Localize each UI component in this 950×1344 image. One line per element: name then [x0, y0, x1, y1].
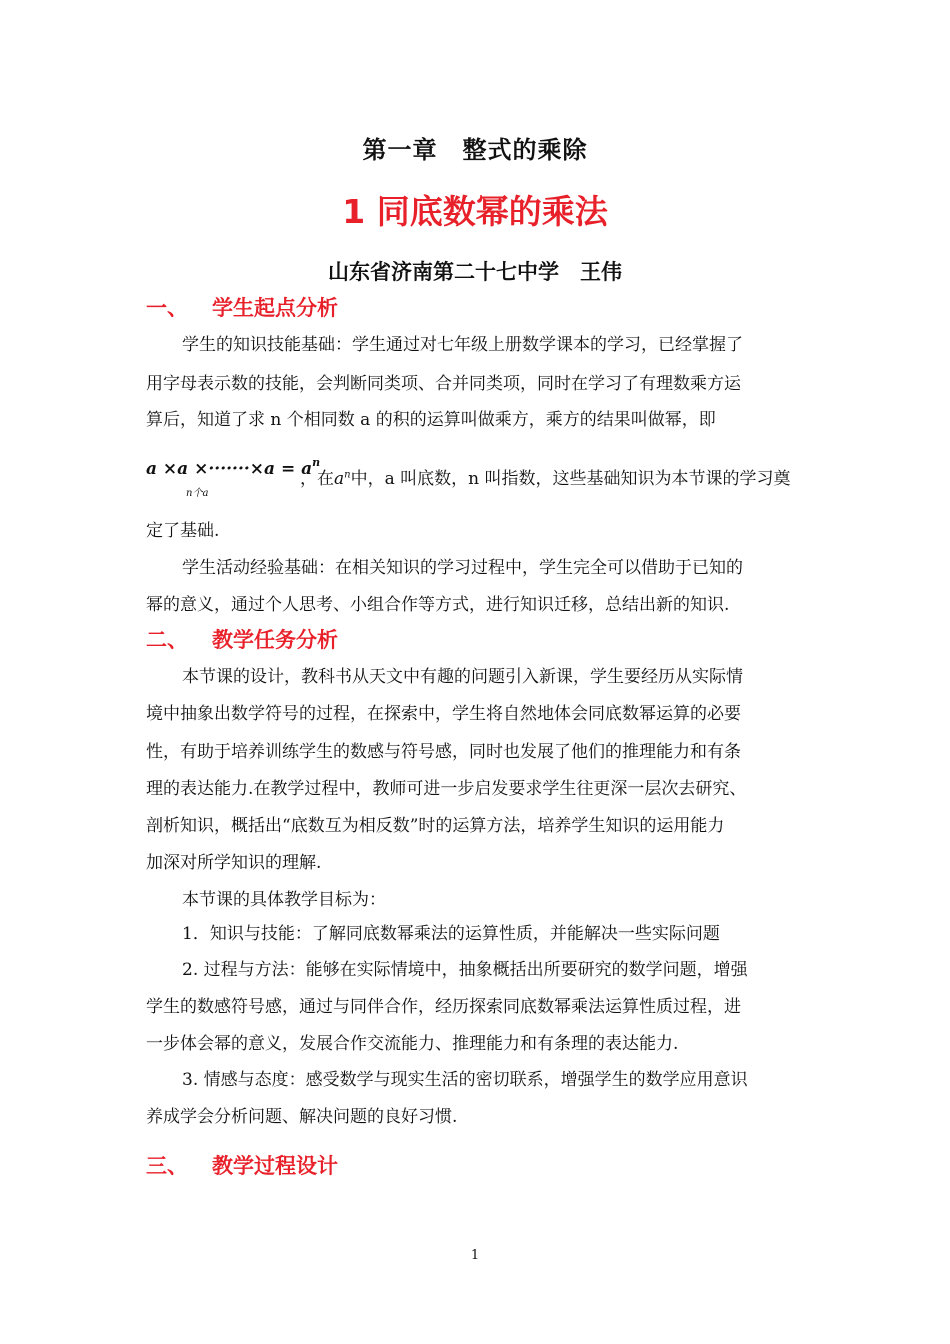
formula-underbrace-label: n个a: [186, 488, 209, 499]
formula-rest-suffix: 中，a 叫底数，n 叫指数，这些基础知识为本节课的学习奠: [350, 469, 791, 489]
goal-item-3: 3. 情感与态度：感受数学与现实生活的密切联系，增强学生的数学应用意识: [182, 1070, 748, 1090]
formula-exponent: n: [312, 456, 321, 469]
paragraph-line: 用字母表示数的技能，会判断同类项、合并同类项，同时在学习了有理数乘方运: [146, 374, 741, 394]
paragraph-line: 学生活动经验基础：在相关知识的学习过程中，学生完全可以借助于已知的: [182, 558, 743, 578]
goal-item-2: 2. 过程与方法：能够在实际情境中，抽象概括出所要研究的数学问题，增强: [182, 960, 748, 980]
lesson-title: 1 同底数幂的乘法: [342, 192, 608, 231]
section-heading-1: [146, 292, 338, 322]
paragraph-line: 本节课的具体教学目标为：: [182, 890, 386, 910]
paragraph-line: 剖析知识，概括出“底数互为相反数”时的运算方法，培养学生知识的运用能力: [146, 816, 725, 836]
inline-power-base: a: [334, 469, 345, 489]
section-title: 学生起点分析: [212, 296, 338, 320]
formula-description: [300, 464, 790, 489]
inline-power-exponent: n: [344, 469, 351, 481]
power-formula: [146, 456, 321, 499]
section-number: 一、: [146, 296, 188, 320]
formula-expression: a ×a ×·······×a = a: [146, 459, 313, 479]
paragraph-line: 算后，知道了求 n 个相同数 a 的积的运算叫做乘方，乘方的结果叫做幂，即: [146, 410, 716, 430]
paragraph-line: 境中抽象出数学符号的过程，在探索中，学生将自然地体会同底数幂运算的必要: [146, 704, 741, 724]
paragraph-line: 学生的知识技能基础：学生通过对七年级上册数学课本的学习，已经掌握了: [182, 335, 743, 355]
paragraph-line: 定了基础.: [146, 521, 220, 541]
page-number: 1: [470, 1248, 480, 1263]
goal-item-1: 1．知识与技能：了解同底数幂乘法的运算性质，并能解决一些实际问题: [182, 924, 720, 944]
section-title: 教学过程设计: [212, 1154, 338, 1178]
formula-rest-prefix: ，在: [300, 469, 334, 489]
paragraph-line: 性，有助于培养训练学生的数感与符号感，同时也发展了他们的推理能力和有条: [146, 742, 741, 762]
section-number: 三、: [146, 1154, 188, 1178]
section-heading-2: [146, 624, 338, 654]
paragraph-line: 幂的意义，通过个人思考、小组合作等方式，进行知识迁移，总结出新的知识.: [146, 595, 730, 615]
chapter-title: 第一章 整式的乘除: [362, 136, 588, 164]
section-heading-3: [146, 1150, 338, 1180]
paragraph-line: 养成学会分析问题、解决问题的良好习惯.: [146, 1107, 458, 1127]
paragraph-line: 一步体会幂的意义，发展合作交流能力、推理能力和有条理的表达能力.: [146, 1034, 679, 1054]
paragraph-line: 理的表达能力.在教学过程中，教师可进一步启发要求学生往更深一层次去研究、: [146, 779, 747, 799]
inline-power: [334, 469, 351, 489]
section-number: 二、: [146, 628, 188, 652]
paragraph-line: 加深对所学知识的理解.: [146, 853, 322, 873]
section-title: 教学任务分析: [212, 628, 338, 652]
paragraph-line: 本节课的设计，教科书从天文中有趣的问题引入新课，学生要经历从实际情: [182, 667, 743, 687]
author-line: 山东省济南第二十七中学 王伟: [328, 260, 622, 284]
paragraph-line: 学生的数感符号感，通过与同伴合作，经历探索同底数幂乘法运算性质过程，进: [146, 997, 741, 1017]
